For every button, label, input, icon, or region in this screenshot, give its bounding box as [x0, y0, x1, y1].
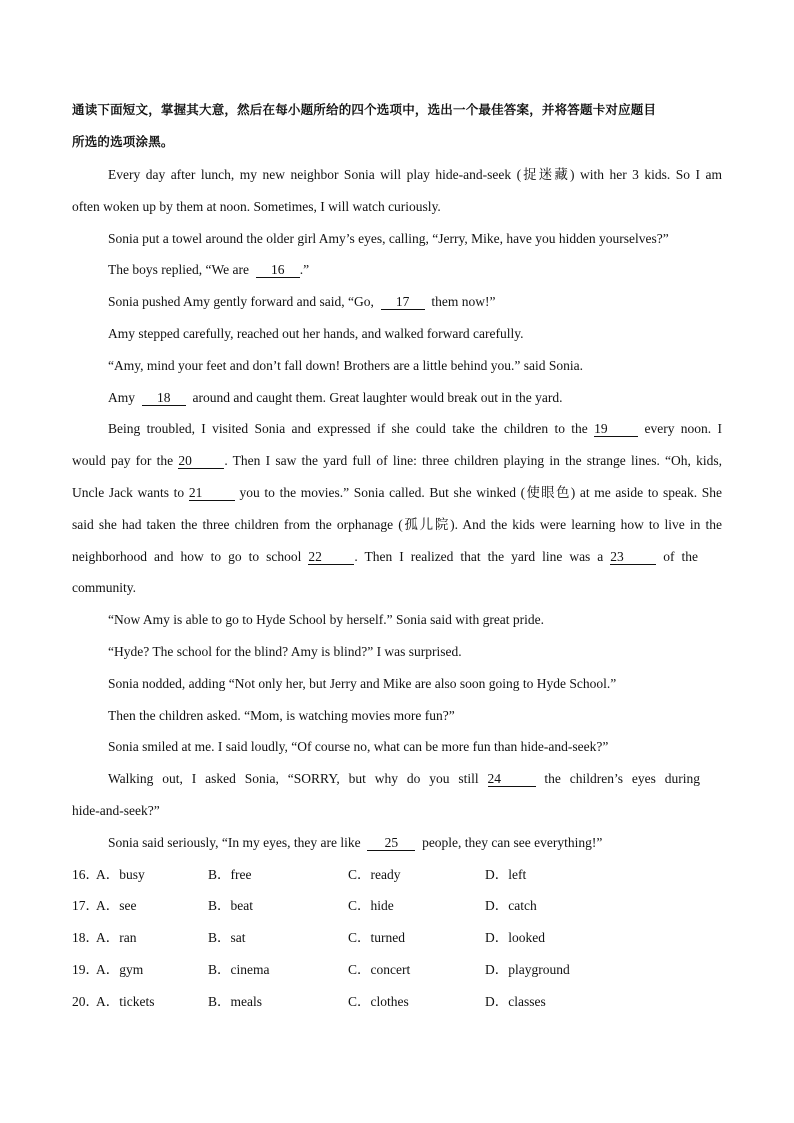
passage-line: The boys replied, “We are 16 .” [108, 262, 310, 277]
question-number: 20． [72, 994, 99, 1009]
passage-line: Then the children asked. “Mom, is watching movies more fun?” [108, 708, 455, 723]
option-c[interactable]: C．clothes [348, 994, 409, 1009]
option-a[interactable]: A．tickets [96, 994, 155, 1009]
passage-line: Sonia nodded, adding “Not only her, but Jerry and Mike are also soon going to Hyde School.” [108, 676, 617, 691]
option-a[interactable]: A．see [96, 898, 137, 913]
passage-line: hide-and-seek?” [72, 803, 160, 818]
blank-18: 18 [142, 390, 186, 406]
passage-line: “Amy, mind your feet and don’t fall down! Brothers are a little behind you.” said Sonia. [108, 358, 584, 373]
passage-line: Being troubled, I visited Sonia and expressed if she could take the children to the 19 every noon. I [108, 421, 722, 436]
option-a[interactable]: A．busy [96, 867, 145, 882]
blank-20: 20 [178, 453, 224, 469]
instructions-line-2: 所选的选项涂黑。 [72, 134, 174, 149]
passage-line: neighborhood and how to go to school 22 . Then I realized that the yard line was a 23 of the [72, 549, 699, 564]
passage-line: Sonia said seriously, “In my eyes, they are like 25 people, they can see everything!” [108, 835, 603, 850]
option-c[interactable]: C．turned [348, 930, 405, 945]
passage-line: “Hyde? The school for the blind? Amy is blind?” I was surprised. [108, 644, 462, 659]
blank-25: 25 [367, 835, 415, 851]
blank-16: 16 [256, 262, 300, 278]
question-number: 19． [72, 962, 99, 977]
blank-22: 22 [308, 549, 354, 565]
blank-19: 19 [594, 421, 638, 437]
option-c[interactable]: C．ready [348, 867, 401, 882]
question-number: 16． [72, 867, 99, 882]
option-c[interactable]: C．concert [348, 962, 411, 977]
option-d[interactable]: D．looked [485, 930, 545, 945]
passage-line: Sonia smiled at me. I said loudly, “Of course no, what can be more fun than hide-and-seek?” [108, 739, 609, 754]
option-b[interactable]: B．cinema [208, 962, 270, 977]
passage-line: Sonia pushed Amy gently forward and said, “Go, 17 them now!” [108, 294, 496, 309]
blank-23: 23 [610, 549, 656, 565]
passage-line: Uncle Jack wants to 21 you to the movies.” Sonia called. But she winked (使眼色) at me aside to speak. She [72, 485, 722, 500]
option-b[interactable]: B．meals [208, 994, 262, 1009]
passage-line: Amy stepped carefully, reached out her hands, and walked forward carefully. [108, 326, 524, 341]
blank-21: 21 [189, 485, 235, 501]
passage-line: “Now Amy is able to go to Hyde School by herself.” Sonia said with great pride. [108, 612, 545, 627]
instructions-line-1: 通读下面短文，掌握其大意，然后在每小题所给的四个选项中，选出一个最佳答案，并将答题卡对应题目 [72, 102, 657, 117]
option-b[interactable]: B．free [208, 867, 252, 882]
question-number: 18． [72, 930, 99, 945]
blank-17: 17 [381, 294, 425, 310]
passage-line: often woken up by them at noon. Sometimes, I will watch curiously. [72, 199, 441, 214]
passage-line: community. [72, 580, 136, 595]
passage-line: Sonia put a towel around the older girl Amy’s eyes, calling, “Jerry, Mike, have you hidden yourselves?” [108, 231, 669, 246]
passage-line: Every day after lunch, my new neighbor Sonia will play hide-and-seek (捉迷藏) with her 3 kids. So I am [108, 167, 722, 182]
blank-24: 24 [488, 771, 536, 787]
option-c[interactable]: C．hide [348, 898, 394, 913]
passage-line: would pay for the 20 . Then I saw the yard full of line: three children playing in the strange lines. “Oh, kids, [72, 453, 722, 468]
question-number: 17． [72, 898, 99, 913]
option-b[interactable]: B．sat [208, 930, 246, 945]
option-d[interactable]: D．playground [485, 962, 570, 977]
option-a[interactable]: A．gym [96, 962, 144, 977]
option-d[interactable]: D．catch [485, 898, 537, 913]
option-b[interactable]: B．beat [208, 898, 253, 913]
option-d[interactable]: D．classes [485, 994, 546, 1009]
passage-line: said she had taken the three children from the orphanage (孤儿院). And the kids were learning how to live in the [72, 517, 722, 532]
passage-line: Walking out, I asked Sonia, “SORRY, but why do you still 24 the children’s eyes during [108, 771, 701, 786]
option-a[interactable]: A．ran [96, 930, 137, 945]
instructions [72, 94, 732, 158]
passage-line: Amy 18 around and caught them. Great laughter would break out in the yard. [108, 390, 563, 405]
option-d[interactable]: D．left [485, 867, 527, 882]
